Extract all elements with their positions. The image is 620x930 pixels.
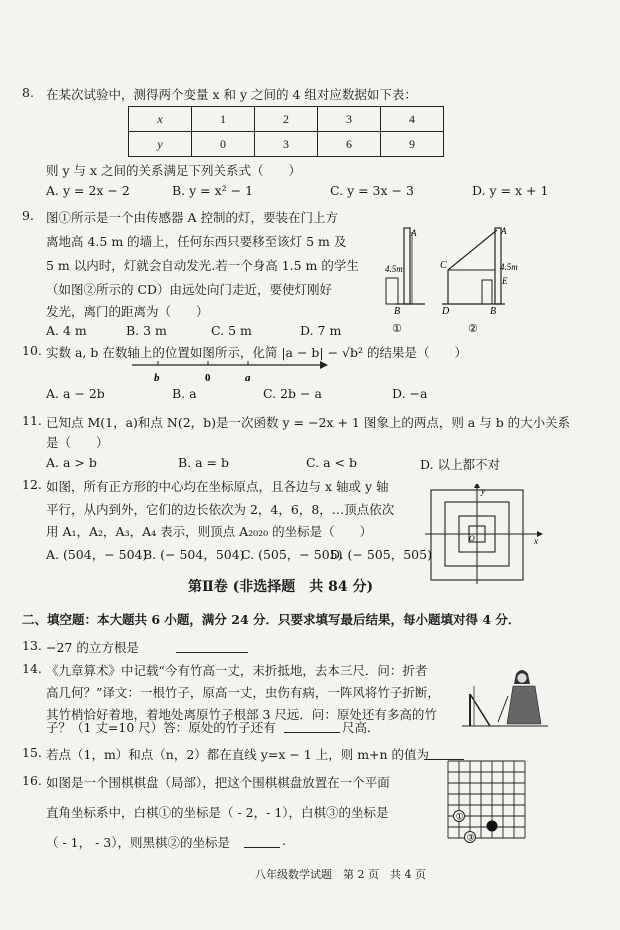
table-cell: 0 [192, 132, 255, 157]
q12-line-1: 如图，所有正方形的中心均在坐标原点，且各边与 x 轴或 y 轴 [46, 479, 389, 494]
label-c: C [440, 260, 447, 271]
q16-go-board [442, 758, 530, 852]
q10-option-d: D. −a [392, 386, 428, 401]
q8-stem: 在某次试验中，测得两个变量 x 和 y 之间的 4 组对应数据如下表： [46, 87, 417, 102]
section-two-header: 二、填空题：本大题共 6 小题，满分 24 分．只要求填写最后结果，每小题填对得 4 分． [22, 612, 521, 627]
q13-number: 13. [22, 638, 42, 653]
axis-label-zero: 0 [205, 372, 211, 384]
q11-number: 11. [22, 413, 42, 428]
table-cell: 3 [255, 132, 318, 157]
q16-line-3: （ - 1， - 3），则黑棋②的坐标是 [46, 835, 230, 850]
q14-number: 14. [22, 661, 42, 676]
q11-line-1: 已知点 M(1，a)和点 N(2，b)是一次函数 y = −2x + 1 图象上的两点，则 a 与 b 的大小关系 [46, 415, 571, 430]
table-row [129, 107, 444, 132]
q11-option-b: B. a = b [178, 455, 230, 470]
q13-text: −27 的立方根是 [46, 640, 139, 655]
q9-door-figure [370, 222, 530, 342]
table-cell: 3 [318, 107, 381, 132]
table-cell: 6 [318, 132, 381, 157]
q10-option-b: B. a [172, 386, 197, 401]
label-height: 4.5m [500, 262, 518, 272]
q9-option-b: B. 3 m [126, 323, 167, 338]
q12-line-2: 平行，从内到外，它们的边长依次为 2，4，6，8，…顶点依次 [46, 502, 395, 517]
q14-line-1: 《九章算术》中记载“今有竹高一丈，末折抵地，去本三尺．问：折者 [46, 663, 428, 678]
label-a: A [411, 228, 417, 238]
label-b: B [490, 306, 497, 317]
q8-number: 8. [22, 85, 34, 100]
q8-option-b: B. y = x² − 1 [172, 183, 254, 198]
q8-option-d: D. y = x + 1 [472, 183, 549, 198]
label-a: A [501, 226, 507, 236]
axis-label-a: a [245, 372, 251, 384]
table-row [129, 132, 444, 157]
table-cell: x [129, 107, 192, 132]
q9-line-3: 5 m 以内时，灯就会自动发光.若一个身高 1.5 m 的学生 [46, 258, 359, 273]
q11-line-2: 是（ ） [46, 435, 109, 450]
q8-data-table [128, 106, 444, 157]
q12-squares-figure [425, 484, 545, 584]
q16-number: 16. [22, 773, 42, 788]
q9-option-c: C. 5 m [211, 323, 252, 338]
q14-tail: 尺高． [342, 720, 380, 735]
q14-line-4: 子？（1 丈=10 尺）答：原处的竹子还有 [46, 720, 276, 735]
q13-answer-blank[interactable] [176, 640, 248, 653]
q10-option-a: A. a − 2b [46, 386, 105, 401]
page-footer: 八年级数学试题 第 2 页 共 4 页 [255, 868, 426, 881]
q16-tail: . [282, 833, 286, 848]
q14-bamboo-figure [458, 656, 554, 732]
label-d: D [442, 306, 450, 317]
label-height: 4.5m [385, 264, 403, 274]
q8-option-c: C. y = 3x − 3 [330, 183, 414, 198]
white-stone-3-label: ③ [466, 832, 475, 843]
q12-option-a: A. (504，− 504) [46, 547, 148, 562]
axis-label-b: b [154, 372, 160, 384]
q14-answer-blank[interactable] [284, 720, 340, 733]
q14-line-2: 高几何？”译文：一根竹子，原高一丈，虫伤有病，一阵风将竹子折断， [46, 685, 440, 700]
axis-y-label: y [481, 486, 485, 496]
q9-line-2: 离地高 4.5 m 的墙上，任何东西只要移至该灯 5 m 及 [46, 234, 347, 249]
label-fig2: ② [468, 323, 478, 335]
q11-option-d: D. 以上都不对 [420, 457, 501, 472]
q8-stem2: 则 y 与 x 之间的关系满足下列关系式（ ） [46, 163, 302, 178]
q9-option-d: D. 7 m [300, 323, 342, 338]
table-cell: y [129, 132, 192, 157]
white-stone-1-label: ① [455, 811, 464, 822]
label-fig1: ① [392, 323, 402, 335]
q9-line-5: 发光，离门的距离为（ ） [46, 304, 209, 319]
q14-line-3: 其竹梢恰好着地，着地处离原竹子根部 3 尺远．问：原处还有多高的竹 [46, 707, 437, 722]
q9-number: 9. [22, 208, 34, 223]
q10-stem: 实数 a, b 在数轴上的位置如图所示，化简 |a − b| − √b² 的结果是（ ） [46, 345, 467, 360]
label-b: B [394, 306, 401, 317]
table-cell: 4 [381, 107, 444, 132]
q15-number: 15. [22, 745, 42, 760]
q16-line-2: 直角坐标系中，白棋①的坐标是（ - 2，- 1），白棋③的坐标是 [46, 805, 389, 820]
label-e: E [502, 276, 508, 286]
q8-option-a: A. y = 2x − 2 [46, 183, 130, 198]
q10-number: 10. [22, 343, 42, 358]
q10-number-line [130, 355, 330, 385]
q11-option-a: A. a > b [46, 455, 97, 470]
q10-option-c: C. 2b − a [263, 386, 322, 401]
q12-option-b: B. (− 504，504) [143, 547, 245, 562]
q9-line-1: 图①所示是一个由传感器 A 控制的灯，要装在门上方 [46, 210, 338, 225]
q12-option-c: C. (505，− 505) [241, 547, 343, 562]
q9-line-4: （如图②所示的 CD）由远处向门走近，要使灯刚好 [46, 282, 333, 297]
part-two-title: 第Ⅱ卷 (非选择题 共 84 分) [188, 579, 374, 595]
origin-label: O [469, 534, 475, 543]
q16-answer-blank[interactable] [244, 835, 280, 848]
black-stone-2 [487, 821, 498, 832]
q16-line-1: 如图是一个围棋棋盘（局部），把这个围棋棋盘放置在一个平面 [46, 775, 390, 790]
table-cell: 2 [255, 107, 318, 132]
table-cell: 1 [192, 107, 255, 132]
q11-option-c: C. a < b [306, 455, 357, 470]
q9-option-a: A. 4 m [46, 323, 87, 338]
q12-number: 12. [22, 477, 42, 492]
table-cell: 9 [381, 132, 444, 157]
q12-line-3: 用 A₁，A₂，A₃，A₄ 表示，则顶点 A₂₀₂₀ 的坐标是（ ） [46, 524, 373, 539]
q15-text: 若点（1，m）和点（n，2）都在直线 y=x − 1 上，则 m+n 的值为 [46, 747, 430, 762]
q12-option-d: D. (− 505，505) [330, 547, 432, 562]
axis-x-label: x [534, 536, 538, 546]
